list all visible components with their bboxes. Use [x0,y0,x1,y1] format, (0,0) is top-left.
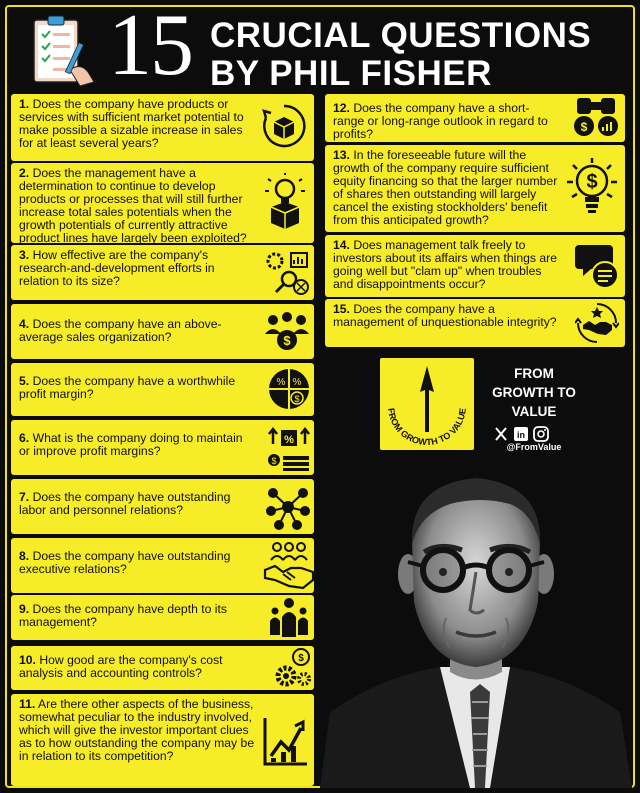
question-text: What is the company doing to maintain or improve profit margins? [19,431,243,458]
svg-text:$: $ [580,120,588,134]
margin-improve-icon [265,424,313,472]
growth-arrow-icon [380,358,474,450]
question-text: Does the company have a short-range or long-range outlook in regard to profits? [333,101,548,141]
page-title-line1: CRUCIAL QUESTIONS [210,16,592,55]
question-number: 11. [19,697,36,711]
x-icon[interactable] [496,428,506,440]
question-number: 3. [19,248,30,262]
question-text: How effective are the company's research-and-development efforts in relation to its size? [19,248,215,288]
question-card-3 [11,245,314,300]
question-text: Does the company have an above-average sales organization? [19,317,222,344]
svg-text:in: in [517,430,525,440]
question-number: 6. [19,431,30,445]
question-text: Does the company have products or services with sufficient market potential to make possible a sizable increase in sales for at least several years? [19,97,244,150]
question-card-15 [325,299,625,347]
management-team-icon [269,597,309,639]
question-number: 12. [333,101,350,115]
question-text: Does the company have outstanding labor and personnel relations? [19,490,231,517]
question-text: In the foreseeable future will the growth of the company require sufficient equity financing so that the larger number of shares then outstanding will largely cancel the existing stockholders' benefit from this anticipated growth? [333,148,558,227]
question-number: 8. [19,549,30,563]
question-number: 15. [333,302,350,316]
question-text: Does the company have outstanding executive relations? [19,549,231,576]
cost-gears-icon [273,648,313,688]
question-card-5 [11,363,314,416]
dollar-bulb-icon [565,155,619,221]
question-number: 1. [19,97,30,111]
social-handle[interactable]: @FromValue [506,442,562,452]
svg-text:$: $ [283,333,291,348]
question-number: 4. [19,317,30,331]
binoculars-icon [571,96,621,140]
question-card-8 [11,538,314,593]
question-number: 7. [19,490,30,504]
svg-text:%: % [292,377,302,388]
brand-line1: FROM [514,366,554,381]
question-text: Does the company have a worthwhile profit margin? [19,374,236,401]
question-card-2 [11,163,314,243]
question-card-6 [11,420,314,475]
big-number: 15 [108,0,192,94]
idea-box-icon [265,173,305,233]
question-text: Are there other aspects of the business, somewhat peculiar to the industry involved, which will give the investor important clues as to how outstanding the company may be in relation to its competition? [19,697,255,763]
linkedin-icon[interactable] [514,427,528,441]
question-card-14 [325,235,625,297]
svg-text:%: % [276,377,286,388]
profit-pie-icon [267,367,311,411]
brand-line2: GROWTH TO [492,385,576,400]
question-text: Does the company have a management of unquestionable integrity? [333,302,557,329]
sales-team-icon [263,310,311,354]
phil-fisher-portrait [320,462,632,788]
svg-text:$: $ [298,653,304,664]
question-number: 13. [333,148,350,162]
question-card-9 [11,595,314,640]
brand-name [476,364,592,421]
question-text: Does management talk freely to investors about its affairs when things are going well but "clam up" when troubles and disappointments occur? [333,238,558,291]
integrity-handshake-icon [575,301,619,345]
question-number: 14. [333,238,350,252]
page-title-line2: BY PHIL FISHER [210,54,492,93]
brand-logo [380,358,474,450]
question-card-7 [11,479,314,534]
question-card-11 [11,694,314,786]
social-icons [494,426,574,442]
question-card-1 [11,94,314,161]
people-network-icon [263,483,313,531]
instagram-icon[interactable] [534,427,548,441]
question-number: 9. [19,602,30,616]
question-card-10 [11,646,314,690]
growth-chart-icon [261,714,309,768]
header [10,0,630,94]
svg-text:%: % [284,434,294,446]
svg-text:$: $ [586,171,598,193]
question-number: 2. [19,166,30,180]
handshake-icon [263,540,315,590]
research-analysis-icon [263,249,311,297]
clipboard-checklist-icon [24,12,98,88]
question-card-13 [325,145,625,232]
box-growth-icon [261,102,307,152]
brand-logo-text: FROM GROWTH TO VALUE [385,407,469,448]
question-card-4 [11,304,314,359]
question-number: 10. [19,653,36,667]
question-text: Does the company have depth to its management? [19,602,227,629]
question-text: Does the management have a determination to continue to develop products or processes that will still further increase total sales potentials when the growth potentials of currently attractive product lines have largely been exploited? [19,166,247,245]
svg-text:$: $ [271,456,277,466]
svg-text:$: $ [294,394,300,404]
question-number: 5. [19,374,30,388]
question-card-12 [325,94,625,142]
question-text: How good are the company's cost analysis and accounting controls? [19,653,223,680]
chat-bubbles-icon [575,241,621,291]
brand-line3: VALUE [511,404,557,419]
